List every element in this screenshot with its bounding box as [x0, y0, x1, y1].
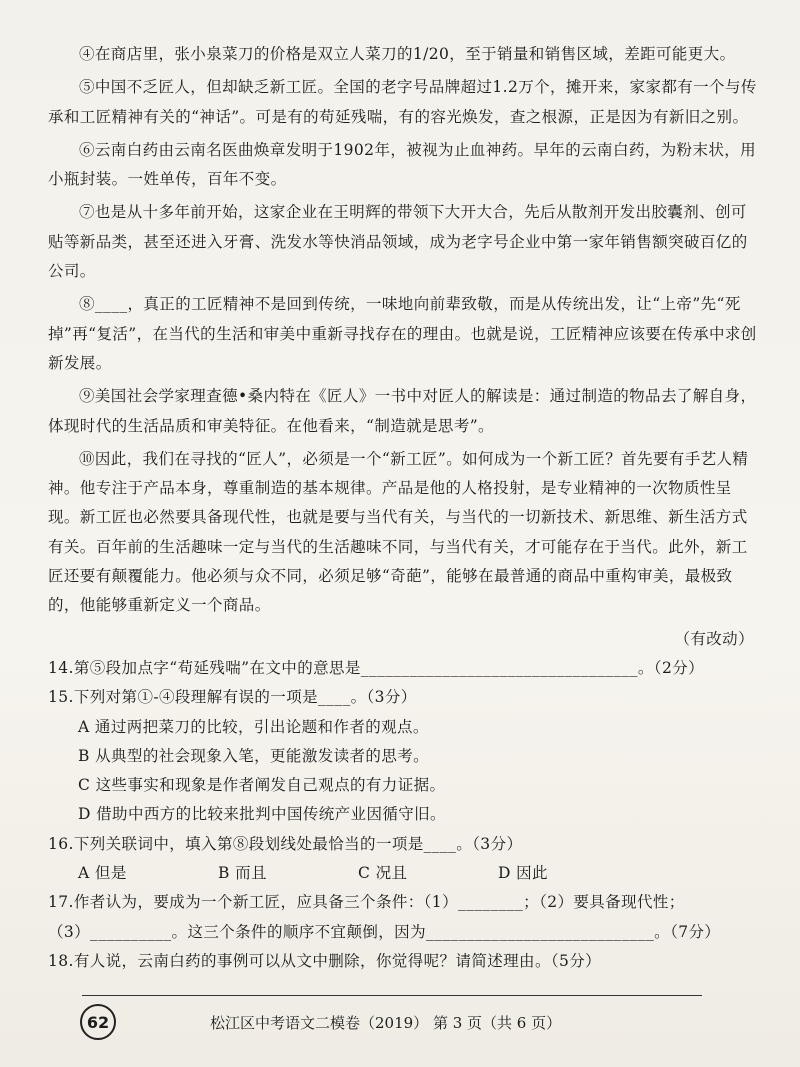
q16-option-a: A 但是: [78, 864, 127, 883]
answer-line: [82, 995, 702, 996]
q16-option-d: D 因此: [498, 864, 548, 883]
question-17-line-1: 17.作者认为，要成为一个新工匠，应具备三个条件：（1）________；（2）要具备现代性；: [48, 893, 685, 912]
q16-option-c: C 况且: [358, 864, 408, 883]
paragraph-6: ⑥云南白药由云南名医曲焕章发明于1902年，被视为止血神药。早年的云南白药，为粉末状，用小瓶封装。一姓单传，百年不变。: [48, 140, 757, 189]
paragraph-7: ⑦也是从十多年前开始，这家企业在王明辉的带领下大开大合，先后从散剂开发出胶囊剂、创可贴等新品类，甚至还进入牙膏、洗发水等快消品领域，成为老字号企业中第一家年销售额突破百亿的公司。: [48, 203, 748, 281]
q16-option-b: B 而且: [218, 864, 267, 883]
q15-option-a: A 通过两把菜刀的比较，引出论题和作者的观点。: [78, 717, 429, 736]
question-15: 15.下列对第①-④段理解有误的一项是____。（3分）: [48, 688, 417, 707]
q16-options: [48, 859, 760, 888]
q15-option-c: C 这些事实和现象是作者阐发自己观点的有力证据。: [78, 776, 446, 795]
question-18: 18.有人说，云南白药的事例可以从文中删除，你觉得呢？请简述理由。（5分）: [48, 951, 602, 970]
paragraph-5: ⑤中国不乏匠人，但却缺乏新工匠。全国的老字号品牌超过1.2万个，摊开来，家家都有一个与传承和工匠精神有关的“神话”。可是有的苟延残喘，有的容光焕发，查之根源，正是因为有新旧之别。: [48, 78, 757, 126]
paragraph-10: ⑩因此，我们在寻找的“匠人”，必须是一个“新工匠”。如何成为一个新工匠？首先要有手艺人精神。他专注于产品本身，尊重制造的基本规律。产品是他的人格投射，是专业精神的一次物质性呈现。新工匠也必然要具备现代性，也就是要与当代有关，与当代的一切新技术、新思维、新生活方式有关。百年前的生活趣味一定与当代的生活趣味不同，与当代有关，才可能存在于当代。此外，新工匠还要有颠覆能力。他必须与众不同，必须足够“奇葩”，能够在最普通的商品中重构审美，最极致的，他能够重新定义一个商品。: [48, 449, 749, 615]
paragraph-9: ⑨美国社会学家理查德•桑内特在《匠人》一书中对匠人的解读是：通过制造的物品去了解自身，体现时代的生活品质和审美特征。在他看来，“制造就是思考”。: [48, 387, 757, 435]
question-17-line-2: （3）__________。这三个条件的顺序不宜颠倒，因为____________________________。（7分）: [48, 922, 721, 941]
page-footer: [80, 1004, 720, 1040]
footer-text: 松江区中考语文二模卷（2019） 第 3 页（共 6 页）: [210, 1013, 562, 1032]
question-16: 16.下列关联词中，填入第⑧段划线处最恰当的一项是____。（3分）: [48, 834, 523, 853]
paragraph-8: ⑧____，真正的工匠精神不是回到传统，一味地向前辈致敬，而是从传统出发，让“上帝”先“死掉”再“复活”，在当代的生活和审美中重新寻找存在的理由。也就是说，工匠精神应该要在传承中求创新发展。: [48, 295, 757, 372]
q15-option-b: B 从典型的社会现象入笔，更能激发读者的思考。: [78, 746, 430, 765]
paragraph-4: ④在商店里，张小泉菜刀的价格是双立人菜刀的1/20，至于销量和销售区域，差距可能更大。: [79, 45, 736, 63]
question-14: 14.第⑤段加点字“苟延残喘”在文中的意思是__________________________________。（2分）: [48, 658, 705, 677]
page-number-badge: 62: [80, 1004, 116, 1040]
exam-content: [48, 40, 760, 976]
q15-option-d: D 借助中西方的比较来批判中国传统产业因循守旧。: [78, 805, 446, 824]
revision-note: （有改动）: [674, 629, 754, 648]
